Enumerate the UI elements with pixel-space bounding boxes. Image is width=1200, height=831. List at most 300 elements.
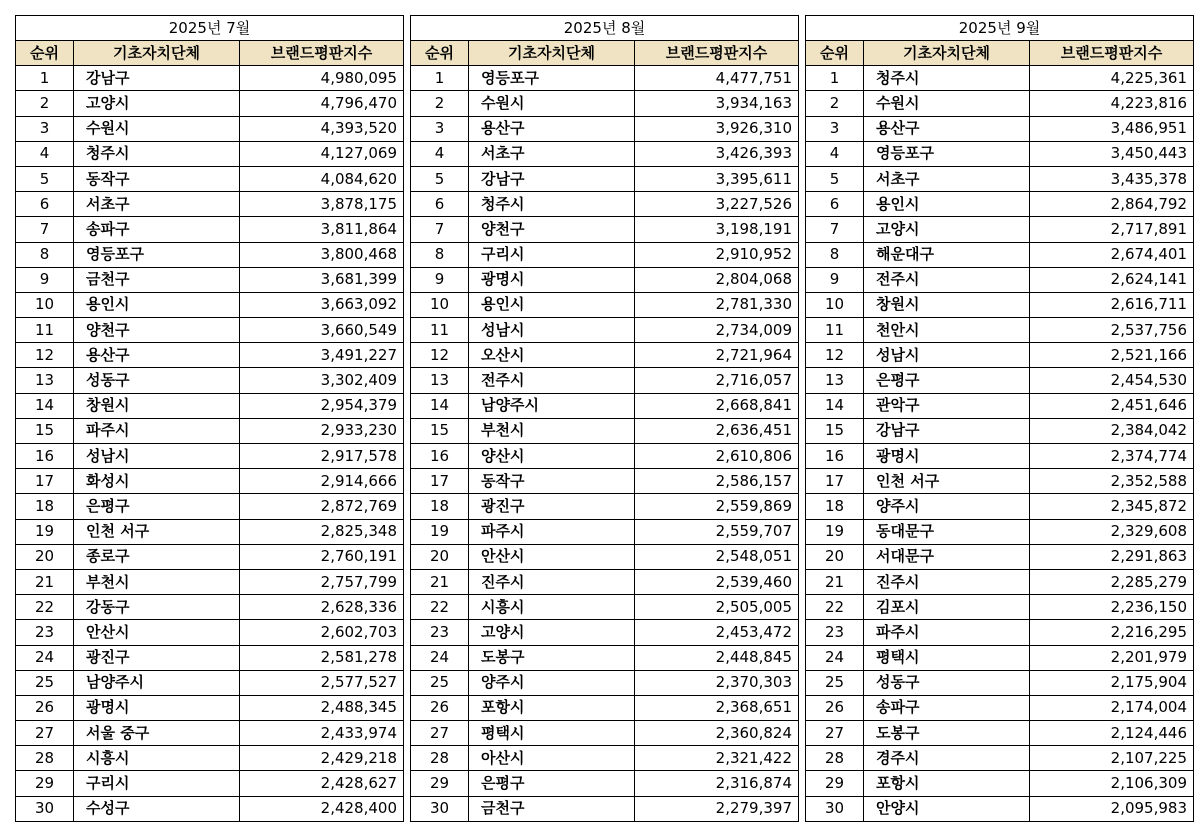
- region-name-cell: 진주시: [469, 569, 635, 594]
- rank-cell: 15: [16, 418, 74, 443]
- region-name-cell: 수성구: [74, 796, 240, 821]
- score-cell: 3,486,951: [1030, 116, 1194, 141]
- table-row: [411, 670, 799, 695]
- region-name-cell: 강남구: [74, 66, 240, 91]
- region-name-cell: 동대문구: [864, 519, 1030, 544]
- rank-cell: 21: [806, 569, 864, 594]
- rank-cell: 21: [411, 569, 469, 594]
- region-name-cell: 해운대구: [864, 242, 1030, 267]
- rank-cell: 8: [16, 242, 74, 267]
- table-row: [16, 444, 404, 469]
- rank-cell: 27: [411, 721, 469, 746]
- score-cell: 2,757,799: [240, 569, 404, 594]
- rank-cell: 26: [411, 695, 469, 720]
- table-row: [411, 444, 799, 469]
- score-cell: 2,488,345: [240, 695, 404, 720]
- score-cell: 3,426,393: [635, 141, 799, 166]
- table-row: [806, 242, 1194, 267]
- rank-cell: 18: [411, 494, 469, 519]
- score-cell: 2,429,218: [240, 746, 404, 771]
- score-cell: 2,616,711: [1030, 292, 1194, 317]
- rank-cell: 26: [806, 695, 864, 720]
- region-name-cell: 시흥시: [469, 595, 635, 620]
- region-name-cell: 서초구: [864, 166, 1030, 191]
- score-cell: 2,216,295: [1030, 620, 1194, 645]
- rank-cell: 5: [16, 166, 74, 191]
- region-name-cell: 은평구: [74, 494, 240, 519]
- region-name-cell: 양주시: [469, 670, 635, 695]
- region-name-cell: 전주시: [469, 368, 635, 393]
- region-name-cell: 용산구: [864, 116, 1030, 141]
- region-name-cell: 수원시: [864, 91, 1030, 116]
- table-row: [411, 166, 799, 191]
- region-name-cell: 성동구: [864, 670, 1030, 695]
- rank-cell: 6: [16, 192, 74, 217]
- region-name-cell: 시흥시: [74, 746, 240, 771]
- region-name-cell: 고양시: [864, 217, 1030, 242]
- table-row: [806, 595, 1194, 620]
- table-row: [411, 494, 799, 519]
- rank-cell: 11: [411, 318, 469, 343]
- rank-cell: 13: [411, 368, 469, 393]
- table-row: [411, 620, 799, 645]
- score-cell: 2,610,806: [635, 444, 799, 469]
- score-cell: 2,448,845: [635, 645, 799, 670]
- score-cell: 2,539,460: [635, 569, 799, 594]
- table-row: [806, 796, 1194, 821]
- score-cell: 2,345,872: [1030, 494, 1194, 519]
- score-cell: 2,374,774: [1030, 444, 1194, 469]
- rank-cell: 25: [411, 670, 469, 695]
- score-cell: 2,954,379: [240, 393, 404, 418]
- table-row: [411, 695, 799, 720]
- score-cell: 4,127,069: [240, 141, 404, 166]
- region-name-cell: 은평구: [469, 771, 635, 796]
- region-name-cell: 고양시: [469, 620, 635, 645]
- rank-cell: 14: [411, 393, 469, 418]
- region-name-cell: 안산시: [74, 620, 240, 645]
- table-row: [411, 469, 799, 494]
- rank-cell: 7: [16, 217, 74, 242]
- table-row: [411, 771, 799, 796]
- score-cell: 2,505,005: [635, 595, 799, 620]
- score-cell: 4,393,520: [240, 116, 404, 141]
- rank-cell: 16: [16, 444, 74, 469]
- rank-cell: 27: [16, 721, 74, 746]
- rank-cell: 16: [806, 444, 864, 469]
- table-row: [806, 292, 1194, 317]
- score-cell: 2,453,472: [635, 620, 799, 645]
- rank-cell: 23: [411, 620, 469, 645]
- table-row: [806, 116, 1194, 141]
- region-name-cell: 강동구: [74, 595, 240, 620]
- score-cell: 3,934,163: [635, 91, 799, 116]
- rank-cell: 8: [411, 242, 469, 267]
- rank-cell: 3: [16, 116, 74, 141]
- table-row: [16, 192, 404, 217]
- region-name-cell: 용산구: [469, 116, 635, 141]
- ranking-tables: [15, 15, 1194, 822]
- score-cell: 2,174,004: [1030, 695, 1194, 720]
- region-name-cell: 수원시: [469, 91, 635, 116]
- table-row: [16, 544, 404, 569]
- score-cell: 2,825,348: [240, 519, 404, 544]
- rank-cell: 20: [411, 544, 469, 569]
- table-row: [16, 318, 404, 343]
- region-name-cell: 관악구: [864, 393, 1030, 418]
- table-row: [411, 393, 799, 418]
- rank-cell: 28: [16, 746, 74, 771]
- rank-cell: 19: [806, 519, 864, 544]
- region-name-cell: 광명시: [864, 444, 1030, 469]
- score-cell: 2,454,530: [1030, 368, 1194, 393]
- rank-cell: 19: [411, 519, 469, 544]
- table-row: [16, 771, 404, 796]
- region-name-cell: 강남구: [469, 166, 635, 191]
- table-row: [411, 645, 799, 670]
- region-name-cell: 영등포구: [864, 141, 1030, 166]
- rank-cell: 29: [806, 771, 864, 796]
- rank-cell: 1: [16, 66, 74, 91]
- rank-cell: 1: [806, 66, 864, 91]
- table-row: [411, 267, 799, 292]
- score-cell: 3,198,191: [635, 217, 799, 242]
- table-row: [16, 695, 404, 720]
- rank-cell: 1: [411, 66, 469, 91]
- month-title: 2025년 9월: [806, 16, 1194, 41]
- table-row: [411, 721, 799, 746]
- table-row: [806, 771, 1194, 796]
- score-cell: 2,624,141: [1030, 267, 1194, 292]
- rank-cell: 11: [806, 318, 864, 343]
- score-cell: 4,796,470: [240, 91, 404, 116]
- score-cell: 2,910,952: [635, 242, 799, 267]
- rank-cell: 22: [16, 595, 74, 620]
- rank-cell: 17: [806, 469, 864, 494]
- score-cell: 4,225,361: [1030, 66, 1194, 91]
- table-row: [16, 116, 404, 141]
- score-cell: 2,329,608: [1030, 519, 1194, 544]
- region-name-cell: 성남시: [469, 318, 635, 343]
- score-cell: 2,428,627: [240, 771, 404, 796]
- rank-cell: 28: [411, 746, 469, 771]
- rank-cell: 6: [806, 192, 864, 217]
- rank-cell: 23: [806, 620, 864, 645]
- region-name-cell: 성남시: [74, 444, 240, 469]
- score-cell: 2,864,792: [1030, 192, 1194, 217]
- region-name-cell: 도봉구: [864, 721, 1030, 746]
- table-row: [411, 746, 799, 771]
- table-row: [411, 343, 799, 368]
- table-row: [411, 91, 799, 116]
- region-name-cell: 종로구: [74, 544, 240, 569]
- score-cell: 2,201,979: [1030, 645, 1194, 670]
- score-cell: 2,316,874: [635, 771, 799, 796]
- table-row: [16, 494, 404, 519]
- region-name-cell: 전주시: [864, 267, 1030, 292]
- region-name-cell: 파주시: [74, 418, 240, 443]
- region-name-cell: 포항시: [469, 695, 635, 720]
- table-row: [806, 343, 1194, 368]
- region-name-cell: 천안시: [864, 318, 1030, 343]
- region-name-cell: 부천시: [74, 569, 240, 594]
- region-name-cell: 영등포구: [74, 242, 240, 267]
- rank-cell: 24: [411, 645, 469, 670]
- table-row: [411, 66, 799, 91]
- rank-cell: 6: [411, 192, 469, 217]
- rank-cell: 13: [16, 368, 74, 393]
- region-name-cell: 서울 중구: [74, 721, 240, 746]
- table-row: [806, 91, 1194, 116]
- table-row: [16, 721, 404, 746]
- rank-cell: 30: [411, 796, 469, 821]
- region-name-cell: 부천시: [469, 418, 635, 443]
- rank-cell: 30: [806, 796, 864, 821]
- rank-cell: 22: [411, 595, 469, 620]
- score-cell: 2,175,904: [1030, 670, 1194, 695]
- rank-cell: 5: [806, 166, 864, 191]
- region-name-cell: 평택시: [469, 721, 635, 746]
- month-title: 2025년 8월: [411, 16, 799, 41]
- score-cell: 2,368,651: [635, 695, 799, 720]
- table-row: [16, 91, 404, 116]
- table-row: [16, 418, 404, 443]
- table-row: [806, 166, 1194, 191]
- rank-cell: 15: [806, 418, 864, 443]
- score-cell: 3,878,175: [240, 192, 404, 217]
- region-name-cell: 아산시: [469, 746, 635, 771]
- header-name: 기초자치단체: [864, 41, 1030, 66]
- table-row: [16, 66, 404, 91]
- rank-cell: 24: [806, 645, 864, 670]
- score-cell: 2,628,336: [240, 595, 404, 620]
- score-cell: 4,223,816: [1030, 91, 1194, 116]
- score-cell: 4,477,751: [635, 66, 799, 91]
- score-cell: 2,581,278: [240, 645, 404, 670]
- score-cell: 3,681,399: [240, 267, 404, 292]
- table-row: [411, 192, 799, 217]
- score-cell: 2,107,225: [1030, 746, 1194, 771]
- table-row: [806, 544, 1194, 569]
- region-name-cell: 창원시: [864, 292, 1030, 317]
- table-row: [411, 292, 799, 317]
- header-rank: 순위: [411, 41, 469, 66]
- score-cell: 2,279,397: [635, 796, 799, 821]
- table-row: [411, 217, 799, 242]
- score-cell: 3,227,526: [635, 192, 799, 217]
- score-cell: 2,559,869: [635, 494, 799, 519]
- table-row: [411, 595, 799, 620]
- score-cell: 2,586,157: [635, 469, 799, 494]
- table-row: [411, 418, 799, 443]
- rank-cell: 25: [16, 670, 74, 695]
- rank-cell: 2: [16, 91, 74, 116]
- region-name-cell: 성남시: [864, 343, 1030, 368]
- region-name-cell: 서초구: [469, 141, 635, 166]
- rank-cell: 9: [411, 267, 469, 292]
- score-cell: 3,450,443: [1030, 141, 1194, 166]
- rank-cell: 14: [806, 393, 864, 418]
- rank-cell: 10: [806, 292, 864, 317]
- score-cell: 3,302,409: [240, 368, 404, 393]
- score-cell: 2,721,964: [635, 343, 799, 368]
- score-cell: 2,760,191: [240, 544, 404, 569]
- rank-cell: 17: [16, 469, 74, 494]
- rank-cell: 17: [411, 469, 469, 494]
- header-score: 브랜드평판지수: [240, 41, 404, 66]
- region-name-cell: 안양시: [864, 796, 1030, 821]
- score-cell: 2,124,446: [1030, 721, 1194, 746]
- region-name-cell: 김포시: [864, 595, 1030, 620]
- rank-cell: 11: [16, 318, 74, 343]
- region-name-cell: 파주시: [864, 620, 1030, 645]
- region-name-cell: 파주시: [469, 519, 635, 544]
- score-cell: 2,917,578: [240, 444, 404, 469]
- region-name-cell: 송파구: [74, 217, 240, 242]
- table-row: [411, 116, 799, 141]
- score-cell: 2,352,588: [1030, 469, 1194, 494]
- rank-cell: 13: [806, 368, 864, 393]
- table-row: [16, 292, 404, 317]
- score-cell: 2,384,042: [1030, 418, 1194, 443]
- table-row: [806, 721, 1194, 746]
- table-row: [806, 519, 1194, 544]
- table-row: [806, 494, 1194, 519]
- rank-cell: 15: [411, 418, 469, 443]
- table-row: [16, 645, 404, 670]
- score-cell: 2,577,527: [240, 670, 404, 695]
- rank-cell: 12: [806, 343, 864, 368]
- rank-cell: 2: [411, 91, 469, 116]
- region-name-cell: 금천구: [74, 267, 240, 292]
- region-name-cell: 용인시: [74, 292, 240, 317]
- table-row: [16, 620, 404, 645]
- ranking-table: [15, 15, 404, 822]
- region-name-cell: 청주시: [469, 192, 635, 217]
- header-score: 브랜드평판지수: [635, 41, 799, 66]
- score-cell: 2,428,400: [240, 796, 404, 821]
- table-row: [806, 569, 1194, 594]
- rank-cell: 4: [411, 141, 469, 166]
- rank-cell: 9: [16, 267, 74, 292]
- table-row: [806, 368, 1194, 393]
- table-row: [16, 796, 404, 821]
- table-row: [16, 469, 404, 494]
- rank-cell: 19: [16, 519, 74, 544]
- rank-cell: 21: [16, 569, 74, 594]
- score-cell: 2,548,051: [635, 544, 799, 569]
- table-row: [411, 368, 799, 393]
- region-name-cell: 인천 서구: [74, 519, 240, 544]
- table-row: [806, 418, 1194, 443]
- rank-cell: 16: [411, 444, 469, 469]
- region-name-cell: 영등포구: [469, 66, 635, 91]
- rank-cell: 12: [16, 343, 74, 368]
- rank-cell: 22: [806, 595, 864, 620]
- rank-cell: 12: [411, 343, 469, 368]
- region-name-cell: 광명시: [74, 695, 240, 720]
- table-row: [806, 217, 1194, 242]
- table-row: [16, 368, 404, 393]
- score-cell: 2,674,401: [1030, 242, 1194, 267]
- rank-cell: 24: [16, 645, 74, 670]
- rank-cell: 20: [806, 544, 864, 569]
- region-name-cell: 성동구: [74, 368, 240, 393]
- region-name-cell: 강남구: [864, 418, 1030, 443]
- table-row: [806, 192, 1194, 217]
- region-name-cell: 동작구: [74, 166, 240, 191]
- table-row: [16, 242, 404, 267]
- month-table-1: [15, 15, 404, 822]
- table-row: [16, 595, 404, 620]
- rank-cell: 7: [411, 217, 469, 242]
- region-name-cell: 은평구: [864, 368, 1030, 393]
- rank-cell: 7: [806, 217, 864, 242]
- table-row: [806, 670, 1194, 695]
- score-cell: 3,811,864: [240, 217, 404, 242]
- table-row: [806, 66, 1194, 91]
- score-cell: 3,395,611: [635, 166, 799, 191]
- region-name-cell: 고양시: [74, 91, 240, 116]
- rank-cell: 28: [806, 746, 864, 771]
- region-name-cell: 평택시: [864, 645, 1030, 670]
- month-table-2: [410, 15, 799, 822]
- region-name-cell: 서초구: [74, 192, 240, 217]
- region-name-cell: 광진구: [74, 645, 240, 670]
- score-cell: 4,980,095: [240, 66, 404, 91]
- region-name-cell: 포항시: [864, 771, 1030, 796]
- region-name-cell: 구리시: [74, 771, 240, 796]
- score-cell: 2,872,769: [240, 494, 404, 519]
- table-row: [16, 141, 404, 166]
- table-row: [806, 469, 1194, 494]
- score-cell: 3,435,378: [1030, 166, 1194, 191]
- region-name-cell: 양천구: [74, 318, 240, 343]
- month-title: 2025년 7월: [16, 16, 404, 41]
- table-row: [411, 318, 799, 343]
- region-name-cell: 진주시: [864, 569, 1030, 594]
- score-cell: 2,668,841: [635, 393, 799, 418]
- rank-cell: 18: [16, 494, 74, 519]
- score-cell: 2,716,057: [635, 368, 799, 393]
- region-name-cell: 용산구: [74, 343, 240, 368]
- table-row: [411, 242, 799, 267]
- score-cell: 2,360,824: [635, 721, 799, 746]
- score-cell: 2,236,150: [1030, 595, 1194, 620]
- header-rank: 순위: [16, 41, 74, 66]
- table-row: [16, 519, 404, 544]
- table-row: [16, 217, 404, 242]
- score-cell: 2,370,303: [635, 670, 799, 695]
- table-row: [16, 267, 404, 292]
- rank-cell: 3: [806, 116, 864, 141]
- region-name-cell: 창원시: [74, 393, 240, 418]
- score-cell: 2,433,974: [240, 721, 404, 746]
- score-cell: 2,602,703: [240, 620, 404, 645]
- table-row: [806, 141, 1194, 166]
- region-name-cell: 청주시: [864, 66, 1030, 91]
- table-row: [806, 444, 1194, 469]
- rank-cell: 5: [411, 166, 469, 191]
- rank-cell: 26: [16, 695, 74, 720]
- table-row: [806, 620, 1194, 645]
- score-cell: 2,095,983: [1030, 796, 1194, 821]
- score-cell: 2,636,451: [635, 418, 799, 443]
- score-cell: 2,559,707: [635, 519, 799, 544]
- rank-cell: 4: [16, 141, 74, 166]
- ranking-table: [410, 15, 799, 822]
- score-cell: 2,106,309: [1030, 771, 1194, 796]
